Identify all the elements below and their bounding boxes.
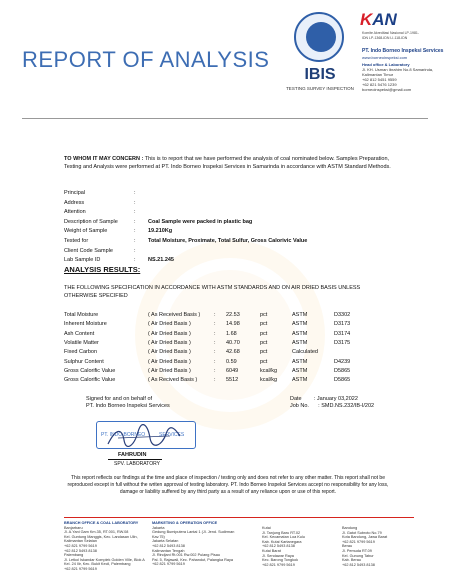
field-colon: : — [134, 209, 136, 216]
footer-col-2 — [152, 521, 242, 567]
logo-subtitle: TESTING SURVEY INSPECTION — [286, 86, 354, 91]
date-value: : January 03,2022 — [313, 396, 358, 402]
footer-line: +62 821 9799 5619 — [152, 562, 185, 567]
result-standard: ASTM — [292, 330, 308, 337]
field-colon: : — [134, 218, 136, 225]
field-label: Principal — [64, 190, 86, 196]
result-unit: pct — [260, 330, 268, 337]
footer-line: Kec. Barong Tongkok — [262, 558, 299, 563]
result-value: 5512 — [226, 377, 239, 384]
result-unit: pct — [260, 339, 268, 346]
office-address: Jl. KH. Usman Ibrahim No.8 Samarinda, Kalimantan Timur — [362, 67, 434, 77]
result-colon: : — [214, 312, 216, 318]
signed-company: PT. Indo Borneo Inspeksi Services — [86, 403, 170, 409]
field-label: Weight of Sample — [64, 228, 108, 235]
footer-line: +62 821 9799 5619 — [64, 566, 97, 571]
footer-col-1 — [64, 521, 150, 572]
result-basis: ( Air Dried Basis ) — [148, 330, 191, 337]
intro-lead: TO WHOM IT MAY CONCERN : — [64, 156, 144, 162]
footer-line: Jakarta — [152, 525, 165, 530]
stamp-left: PT. INDO BORNEO — [101, 432, 146, 438]
job-value: : SMD.NS.232/IB-I/202 — [318, 403, 375, 409]
intro-paragraph — [64, 156, 404, 171]
result-param: Gross Calorific Value — [64, 367, 116, 374]
result-param: Inherent Moisture — [64, 321, 107, 328]
field-label: Client Code Sample — [64, 247, 113, 254]
result-colon: : — [214, 367, 216, 374]
ibis-seal-icon — [294, 12, 344, 62]
footer-col-4 — [342, 526, 418, 567]
result-colon: : — [214, 349, 216, 356]
result-method: D5865 — [334, 367, 351, 374]
result-method: D3302 — [334, 312, 351, 318]
result-basis: ( As Received Basis ) — [148, 312, 201, 318]
result-basis: ( Air Dried Basis ) — [148, 321, 191, 328]
result-param: Volatile Matter — [64, 339, 99, 346]
result-value: 40.70 — [226, 339, 240, 346]
header-divider — [22, 118, 428, 119]
footer-col-2-title: MARKETING & OPERATION OFFICE — [152, 521, 218, 525]
result-colon: : — [214, 358, 216, 365]
footer-line: +62 812 5493 8138 — [262, 544, 295, 549]
disclaimer: This report reflects our findings at the time and place of inspection / testing only and does not refer to any other matter. This report shall not be reproduced except in full without the writen approval of testing laboratory. PT. Indo Borneo Inspeksi Services accept no responsibility for any loss, damage or liability suffered by any third party as a result of any reliance upon or use of this report. — [67, 475, 389, 495]
field-label: Lab Sample ID — [64, 257, 101, 264]
signer-underline — [108, 459, 162, 460]
field-colon: : — [134, 190, 136, 196]
analysis-heading: ANALYSIS RESULTS: — [64, 265, 141, 274]
signer-title: SPV. LABORATORY — [114, 461, 160, 467]
footer-line: Kel. Kecamatan Loa Kulu — [262, 535, 305, 540]
result-basis: ( Air Dried Basis ) — [148, 349, 191, 356]
footer-line: Kutai Barat — [262, 548, 281, 553]
field-label: Attention — [64, 209, 86, 216]
result-unit: kcal/kg — [260, 367, 278, 374]
footer-line: Banjarbaru — [64, 525, 83, 530]
result-colon: : — [214, 321, 216, 328]
result-basis: ( As Recived Basis ) — [148, 377, 198, 384]
result-method: D5865 — [334, 377, 351, 384]
result-standard: Calculated — [292, 349, 318, 356]
signer-name: FAHRUDIN — [118, 452, 147, 458]
result-param: Fixed Carbon — [64, 349, 98, 356]
analysis-spec: THE FOLLOWING SPECIFICATION IN ACCORDANCE WITH ASTM STANDARDS AND ON AIR DRIED BASIS UNLESS OTHERWISE SPECIFIED — [64, 285, 361, 299]
result-param: Sulphur Content — [64, 358, 104, 365]
footer-line: Kab. Kutai Kartanegara — [262, 539, 302, 544]
result-standard: ASTM — [292, 358, 308, 365]
signed-for: Signed for and on behalf of — [86, 396, 153, 402]
footer-line: Palembang — [64, 553, 84, 558]
footer-line: Kab. Berau — [342, 558, 361, 563]
footer-line: Kota Bandung, Jawa Barat — [342, 535, 388, 540]
footer-line: +62 821 9799 5619 — [64, 543, 97, 548]
footer-line: +62 812 5493 8138 — [342, 562, 375, 567]
result-colon: : — [214, 330, 216, 337]
footer-line: Jl. A.Yani Gam Km.35, RT.001, RW.08 — [64, 530, 129, 535]
footer-col-1-title: BRANCH OFFICE & COAL LABORATORY — [64, 521, 139, 525]
result-method: D3173 — [334, 321, 351, 328]
result-basis: ( Air Dried Basis ) — [148, 339, 191, 346]
result-basis: ( Air Dried Basis ) — [148, 358, 191, 365]
footer-line: Jl. Tanjung Baru RT.02 — [262, 530, 301, 535]
field-colon: : — [134, 199, 136, 206]
kan-subtitle: Komite Akreditasi Nasional LP-1981-IDN LP-1368-IDN LI-118-IDN — [362, 31, 420, 40]
footer-line: Jl. Gatot Subroto No.79 — [342, 530, 382, 535]
footer-col-3 — [262, 526, 332, 567]
footer-line: Jl. Pemuda RT.09 — [342, 548, 372, 553]
result-unit: pct — [260, 312, 268, 318]
result-value: 22.53 — [226, 312, 240, 318]
field-colon: : — [134, 228, 136, 235]
result-unit: pct — [260, 321, 268, 328]
office-phone: +62 812 5451 9559 — [362, 77, 397, 82]
field-label: Tested for — [64, 238, 89, 244]
result-method: D3174 — [334, 330, 351, 337]
result-colon: : — [214, 377, 216, 384]
company-name: PT. Indo Borneo Inspeksi Services — [362, 48, 444, 54]
result-value: 42.68 — [226, 349, 240, 356]
office-email: borneoinspeksi@gmail.com — [362, 87, 412, 92]
footer-divider — [64, 517, 414, 518]
result-method: D3175 — [334, 339, 351, 346]
field-value: Total Moisture, Proximate, Total Sulfur, Gross Calorivic Value — [148, 238, 308, 244]
result-standard: ASTM — [292, 377, 308, 384]
result-unit: pct — [260, 358, 268, 365]
footer-line: +62 812 5493 8138 — [64, 548, 97, 553]
footer-line: Kel. 24 Ilir, Kec. Bukit Kecil, Palembang — [64, 562, 131, 567]
date-label: Date — [290, 396, 302, 402]
footer-line: +62 821 9799 5619 — [342, 539, 375, 544]
kan-logo: KAN — [360, 10, 397, 29]
field-value: Coal Sample were packed in plastic bag — [148, 218, 253, 225]
result-standard: ASTM — [292, 321, 308, 328]
job-label: Job No. — [290, 403, 309, 409]
report-meta — [290, 396, 374, 410]
footer-line: Pal. 5, Rajawali, Kec. Pahandut, Palangka Raya — [152, 557, 234, 562]
footer-line: +62 812 5493 8138 — [152, 543, 185, 548]
result-standard: ASTM — [292, 339, 308, 346]
footer-line: Jl. Rindjani Rt.001 Rw.002 Pulang Pisau — [152, 553, 220, 558]
result-value: 0.59 — [226, 358, 237, 365]
footer-line: Kalimantan Tengah — [152, 548, 185, 553]
result-param: Gross Calorific Value — [64, 377, 116, 384]
result-value: 14.98 — [226, 321, 240, 328]
footer-line: Bandung — [342, 526, 358, 530]
footer-line: Jl. Letkol Iskandar Komplek Golden Ville, Blok A — [64, 557, 145, 562]
footer-line: Kel. Gunung Tabur — [342, 553, 374, 558]
website-link[interactable]: www.borneoinspeksi.com — [362, 55, 408, 60]
footer-line: Kel. Guntung Manggis, Kec. Landasan Ulin, Kalimantan Selatan — [64, 534, 138, 544]
result-standard: ASTM — [292, 367, 308, 374]
report-title: REPORT OF ANALYSIS — [22, 47, 270, 72]
footer-line: Kutai — [262, 526, 271, 530]
field-label: Description of Sample — [64, 218, 118, 225]
result-unit: pct — [260, 349, 268, 356]
result-colon: : — [214, 339, 216, 346]
office-phone-2: +62 821 5476 1239 — [362, 82, 397, 87]
result-method: D4239 — [334, 358, 351, 365]
footer-line: Berau — [342, 544, 353, 549]
stamp-right: SERVICES — [159, 432, 185, 438]
field-value: NS.21.245 — [148, 257, 174, 264]
result-basis: ( Air Dried Basis ) — [148, 367, 191, 374]
result-param: Ash Content — [64, 330, 95, 337]
footer-line: +62 821 9799 5619 — [262, 562, 295, 567]
field-value: 19.210Kg — [148, 228, 173, 235]
signature-block — [86, 396, 170, 410]
footer-line: Jakarta Selatan — [152, 539, 179, 544]
footer-line: Jl. Sendawar Raya — [262, 553, 294, 558]
field-colon: : — [134, 238, 136, 244]
field-label: Address — [64, 199, 85, 206]
field-colon: : — [134, 247, 136, 254]
result-param: Total Moisture — [64, 312, 99, 318]
footer-line: Gedung Bumiputera Lantai 1 (Jl. Jend. Sudirman Kav.75) — [152, 530, 235, 539]
handwritten-signature — [104, 424, 184, 450]
intro-text: This is to report that we have performed the analysis of coal nominated below. Samples Preparation, Testing and Analysis were performed at PT. Indo Borneo Inspeksi Services in Samarinda in accordance with ASTM Standard Methods. — [64, 156, 391, 170]
result-value: 6049 — [226, 367, 239, 374]
result-value: 1.68 — [226, 330, 237, 337]
result-standard: ASTM — [292, 312, 308, 318]
result-unit: kcal/kg — [260, 377, 278, 384]
logo-word: IBIS — [304, 66, 336, 83]
field-colon: : — [134, 257, 136, 264]
office-info — [362, 62, 447, 92]
office-heading: Head office & Laboratory — [362, 62, 410, 67]
